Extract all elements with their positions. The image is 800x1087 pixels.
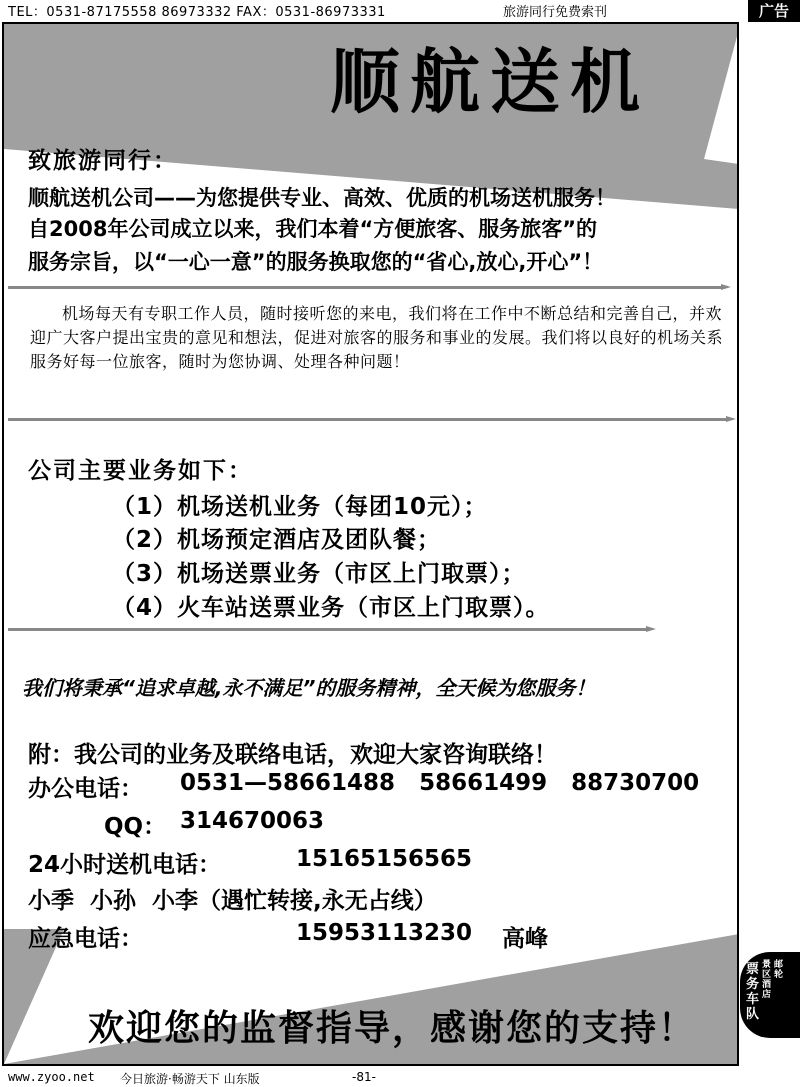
contacts-intro: 附：我公司的业务及联络电话，欢迎大家咨询联络！ bbox=[28, 742, 557, 768]
intro-line-1: 顺航送机公司——为您提供专业、高效、优质的机场送机服务！ bbox=[28, 186, 616, 210]
hotline-label: 24小时送机电话： bbox=[28, 852, 222, 878]
service-item-3: （3）机场送票业务（市区上门取票）； bbox=[112, 561, 526, 587]
side-tab bbox=[740, 952, 800, 1038]
service-item-2: （2）机场预定酒店及团队餐； bbox=[112, 527, 442, 553]
page-number: -81- bbox=[352, 1070, 376, 1084]
staff-line: 小季 小孙 小李（遇忙转接,永无占线） bbox=[28, 888, 437, 914]
services-heading: 公司主要业务如下： bbox=[28, 458, 253, 484]
contact-line: TEL：0531-87175558 86973332 FAX：0531-86973331 bbox=[8, 5, 386, 20]
side-tab-main: 票务车队 bbox=[746, 962, 760, 1022]
footer bbox=[0, 1068, 800, 1086]
office-numbers: 0531—58661488 58661499 88730700 bbox=[180, 770, 700, 796]
ad-tag: 广告 bbox=[748, 0, 800, 22]
emergency-name: 高峰 bbox=[502, 926, 548, 952]
qq-number: 314670063 bbox=[180, 808, 325, 834]
service-item-4: （4）火车站送票业务（市区上门取票）。 bbox=[112, 595, 550, 621]
intro-line-2: 自2008年公司成立以来，我们本着“方便旅客、服务旅客”的 bbox=[28, 217, 598, 241]
page-title: 顺航送机 bbox=[330, 41, 650, 123]
side-tab-sub2: 邮轮 bbox=[774, 960, 784, 980]
divider-3 bbox=[8, 628, 648, 631]
closing-message: 欢迎您的监督指导，感谢您的支持！ bbox=[88, 1008, 697, 1049]
emergency-label: 应急电话： bbox=[28, 926, 143, 952]
header-bar bbox=[0, 0, 800, 20]
divider-2 bbox=[8, 418, 728, 421]
footer-slogan: 今日旅游·畅游天下 山东版 bbox=[120, 1072, 260, 1086]
service-slogan: 我们将秉承“追求卓越,永不满足”的服务精神，全天候为您服务！ bbox=[22, 676, 596, 700]
office-label: 办公电话： bbox=[28, 776, 143, 802]
divider-1 bbox=[8, 286, 723, 289]
service-item-1: （1）机场送机业务（每团10元）； bbox=[112, 494, 488, 520]
intro-heading: 致旅游同行： bbox=[28, 148, 178, 174]
footer-url: www.zyoo.net bbox=[8, 1070, 95, 1084]
emergency-number: 15953113230 bbox=[296, 920, 473, 946]
intro-line-3: 服务宗旨，以“一心一意”的服务换取您的“省心,放心,开心”！ bbox=[28, 250, 604, 274]
hotline-number: 15165156565 bbox=[296, 846, 473, 872]
free-note: 旅游同行免费索刊 bbox=[503, 5, 608, 20]
side-tab-sub1: 景区酒店 bbox=[762, 960, 772, 1000]
body-paragraph: 机场每天有专职工作人员，随时接听您的来电，我们将在工作中不断总结和完善自己，并欢迎广大客户提出宝贵的意见和想法，促进对旅客的服务和事业的发展。我们将以良好的机场关系服务好每一位旅客，随时为您协调、处理各种问题！ bbox=[30, 304, 724, 371]
qq-label: QQ： bbox=[104, 814, 167, 840]
